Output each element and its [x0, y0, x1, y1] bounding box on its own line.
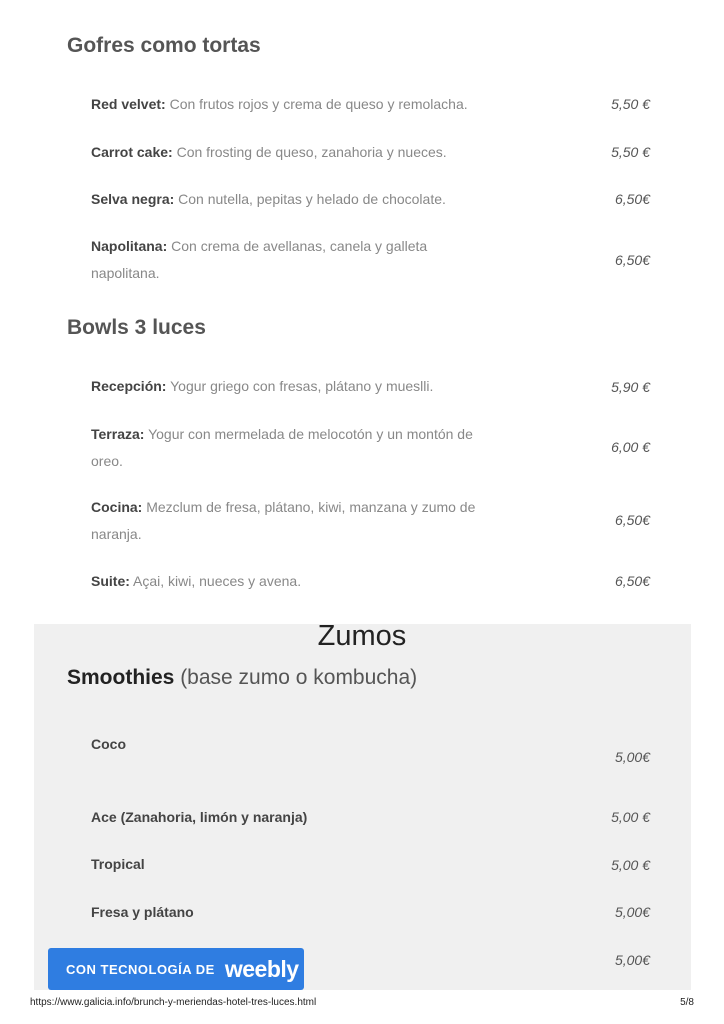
menu-item	[91, 373, 476, 400]
item-name: Red velvet:	[91, 96, 166, 112]
item-name: Napolitana:	[91, 238, 168, 254]
weebly-logo: weebly	[224, 955, 299, 982]
item-price: 6,50€	[614, 573, 650, 589]
menu-item	[91, 421, 476, 475]
item-name: Carrot cake:	[91, 144, 173, 160]
menu-item	[91, 851, 476, 878]
item-desc: Con frosting de queso, zanahoria y nueces.	[172, 144, 447, 160]
section-title-zumos: Zumos	[317, 620, 407, 652]
menu-item	[91, 731, 476, 758]
item-desc: Yogur griego con fresas, plátano y mueslli.	[166, 378, 434, 394]
item-price: 5,00€	[614, 904, 650, 920]
item-price: 5,00€	[614, 749, 650, 765]
item-name: Ace (Zanahoria, limón y naranja)	[91, 809, 308, 825]
menu-item	[91, 139, 476, 166]
print-footer	[30, 997, 694, 1008]
item-price: 6,50€	[614, 512, 650, 528]
item-desc: Mezclum de fresa, plátano, kiwi, manzana y zumo de naranja.	[91, 499, 476, 542]
menu-item	[91, 233, 431, 287]
menu-item	[91, 186, 476, 213]
item-name: Selva negra:	[91, 191, 175, 207]
item-desc: Con nutella, pepitas y helado de chocolate.	[174, 191, 446, 207]
item-desc: Con crema de avellanas, canela y galleta napolitana.	[91, 238, 428, 281]
item-price: 5,90 €	[611, 379, 650, 395]
item-desc: Yogur con mermelada de melocotón y un montón de oreo.	[91, 426, 473, 469]
item-name: Fresa y plátano	[91, 904, 194, 920]
item-name: Suite:	[91, 573, 130, 589]
print-page-number: 5/8	[680, 997, 694, 1008]
menu-item	[91, 899, 476, 926]
item-name: Tropical	[91, 856, 145, 872]
item-price: 5,50 €	[611, 144, 650, 160]
item-price: 5,00€	[614, 952, 650, 968]
item-price: 5,00 €	[611, 809, 650, 825]
item-desc: Con frutos rojos y crema de queso y remolacha.	[165, 96, 468, 112]
smoothies-subtitle: (base zumo o kombucha)	[174, 666, 418, 689]
item-price: 6,00 €	[611, 439, 650, 455]
menu-item	[91, 804, 476, 831]
item-price: 6,50€	[614, 252, 650, 268]
item-name: Terraza:	[91, 426, 145, 442]
section-title-gofres: Gofres como tortas	[67, 34, 261, 57]
menu-item	[91, 494, 476, 548]
smoothies-title: Smoothies	[67, 666, 175, 689]
menu-item	[91, 568, 476, 595]
section-title-bowls: Bowls 3 luces	[67, 316, 206, 339]
weebly-badge[interactable]	[48, 948, 304, 990]
smoothies-heading	[67, 666, 417, 690]
item-price: 6,50€	[614, 191, 650, 207]
item-name: Recepción:	[91, 378, 167, 394]
item-desc: Açai, kiwi, nueces y avena.	[129, 573, 302, 589]
print-url: https://www.galicia.info/brunch-y-meriendas-hotel-tres-luces.html	[30, 997, 317, 1008]
menu-item	[91, 91, 476, 118]
item-name: Cocina:	[91, 499, 143, 515]
item-name: Coco	[91, 736, 126, 752]
weebly-badge-label: CON TECNOLOGÍA DE	[66, 961, 215, 977]
item-price: 5,00 €	[611, 857, 650, 873]
item-price: 5,50 €	[611, 96, 650, 112]
